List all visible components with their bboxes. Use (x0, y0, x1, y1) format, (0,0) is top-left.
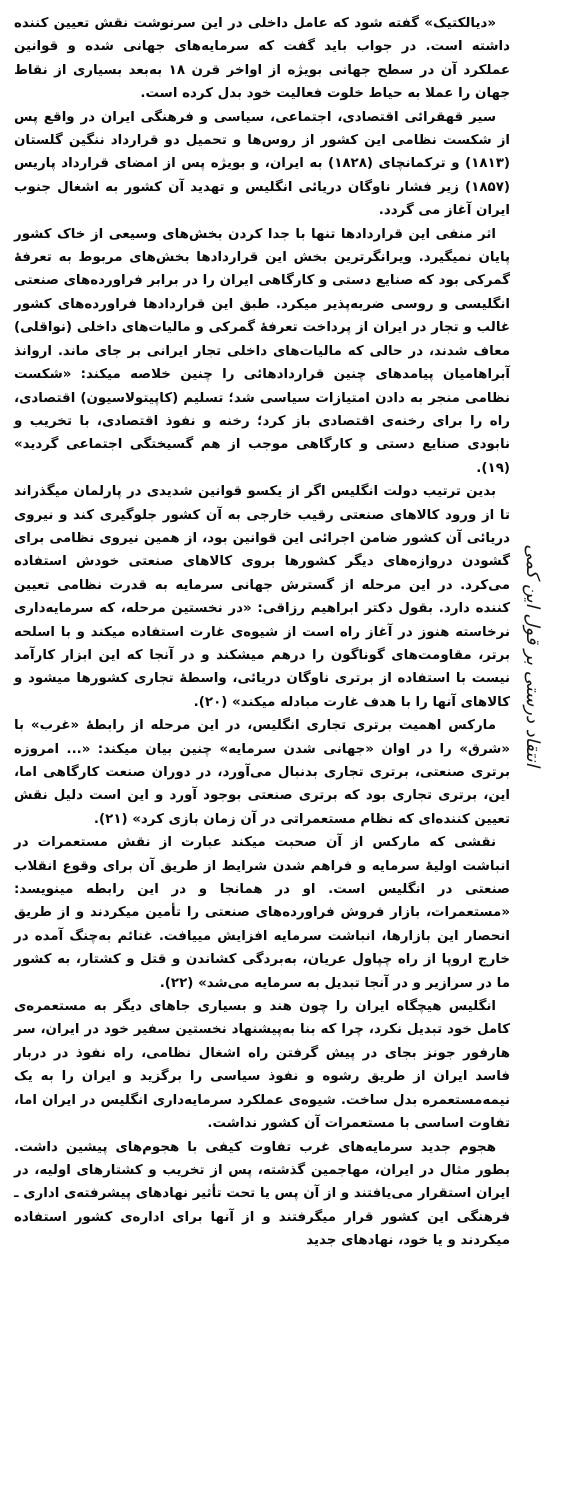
paragraph-8: هجوم جدید سرمایه‌های غرب تفاوت کیفی با هجوم‌های پیشین داشت. بطور مثال در ایران، مهاجمین گذشته، پس از تخریب و کشتارهای اولیه، در ایران استقرار می‌یافتند و از آن پس یا تحت تأثیر نهادهای پیشرفته‌ی اداری ـ فرهنگی این کشور قرار میگرفتند و از آنها برای اداره‌ی کشور استفاده میکردند و یا خود، نهادهای جدید (14, 1139, 510, 1249)
paragraph-2: سیر قهقرائی اقتصادی، اجتماعی، سیاسی و فرهنگی ایران در واقع پس از شکست نظامی این کشور از روس‌ها و تحمیل دو قرارداد ننگین گلستان (۱۸۱۳) و ترکمانچای (۱۸۲۸) به ایران، و بویژه پس از امضای قرارداد پاریس (۱۸۵۷) زیر فشار ناوگان دریائی انگلیس و تهدید آن کشور به اشغال جنوب ایران آغاز می گردد. (14, 109, 510, 219)
paragraph-7: انگلیس هیچگاه ایران را چون هند و بسیاری جاهای دیگر به مستعمره‌ی کامل خود تبدیل نکرد، چرا که بنا به‌پیشنهاد نخستین سفیر خود در ایران، سر هارفور جونز بجای در پیش گرفتن راه اشغال نظامی، راه نفوذ در دربار فاسد ایران از طریق رشوه و نفوذ سیاسی را برگزید و ایران را به یک نیمه‌مستعمره بدل ساخت. شیوه‌ی عملکرد سرمایه‌داری انگلیس در ایران اما، تفاوت اساسی با مستعمرات آن کشور نداشت. (14, 999, 510, 1132)
handwritten-margin-note (506, 543, 558, 767)
body-text-column (14, 12, 510, 1253)
paragraph-1: «دیالکتیک» گفته شود که عامل داخلی در این سرنوشت نقش تعیین کننده داشته است. در جواب باید گفت که سرمایه‌های جهانی شده و قوانین عملکرد آن در سطح جهانی بویژه از اواخر قرن ۱۸ به‌بعد بسیاری از نقاط جهان را عملا به حیاط خلوت فعالیت خود بدل کرده است. (14, 16, 510, 102)
paragraph-4: بدین ترتیب دولت انگلیس اگر از یکسو قوانین شدیدی در پارلمان میگذراند تا از ورود کالاهای صنعتی رقیب خارجی به آن کشور جلوگیری کند و نیروی دریائی آن کشور ضامن اجرائی این قوانین بود، از همین نیروی نظامی برای گشودن دروازه‌های دیگر کشورها بروی کالاهای صنعتی خودش استفاده می‌کرد. در این مرحله از گسترش جهانی سرمایه به قدرت نظامی تعیین کننده دارد. بقول دکتر ابراهیم رزاقی: «در نخستین مرحله، که سرمایه‌داری نرخاسته هنوز در آغاز راه است از شیوه‌ی غارت استفاده میکند و با اسلحه برتر، مقاومت‌های گوناگون را درهم میشکند و در آنجا که این ابزار کارآمد نیست با استفاده از برتری ناوگان دریائی، واسطهٔ تجاری کشورها میشود و کالاهای آنها را با هدف غارت مبادله میکند» (۲۰). (14, 484, 510, 710)
paragraph-6: نقشی که مارکس از آن صحبت میکند عبارت از نقش مستعمرات در انباشت اولیهٔ سرمایه و فراهم شدن شرایط از طریق آن برای وقوع انقلاب صنعتی در انگلیس است. او در همانجا و در این رابطه مینویسد: «مستعمرات، بازار فروش فراورده‌های صنعتی را تأمین میکردند و از طریق انحصار این بازارها، انباشت سرمایه افزایش مییافت. غنائم به‌چنگ آمده در خارج اروپا از راه چپاول عریان، به‌بردگی کشاندن و قتل و کشتار، به کشور ما در سرازیر و در آنجا تبدیل به سرمایه می‌شد» (۲۲). (14, 835, 510, 991)
margin-note-text: انتقاد درستی بر قول این کمی (521, 543, 543, 767)
paragraph-5: مارکس اهمیت برتری تجاری انگلیس، در این مرحله از رابطهٔ «غرب» با «شرق» را در اوان «جهانی شدن سرمایه» چنین بیان میکند: «... امروزه برتری صنعتی، برتری تجاری بدنبال می‌آورد، در دوران صنعت کارگاهی اما، این، برتری تجاری بود که برتری صنعتی بوجود آورد و این است دلیل نقش تعیین کننده‌ای که نظام مستعمراتی در آن زمان بازی کرد» (۲۱). (14, 718, 510, 827)
paragraph-3: اثر منفی این قراردادها تنها با جدا کردن بخش‌های وسیعی از خاک کشور پایان نمیگیرد. ویرانگرترین بخش این قراردادها بخش‌های مربوط به تعرفهٔ گمرکی بود که صنایع دستی و کارگاهی ایران را در برابر فراورده‌های صنعتی انگلیسی و روسی ضربه‌پذیر میکرد. طبق این قراردادها فراورده‌های کشور غالب و تجار در ایران از پرداخت تعرفهٔ گمرکی و مالیات‌های داخلی (نواقلی) معاف شدند، در حالی که مالیات‌های داخلی تجار ایرانی بر جای ماند. اروانذ آبراهامیان پیامدهای چنین قراردادهائی را چنین خلاصه میکند: «شکست نظامی منجر به دادن امتیازات سیاسی شد؛ تسلیم (کاپیتولاسیون) اقتصادی، راه را برای رخنه‌ی اقتصادی باز کرد؛ رخنه و نفوذ اقتصادی، با تخریب و نابودی صنایع دستی و کارگاهی موجب از هم گسیختگی اجتماعی گردید» (۱۹). (14, 226, 510, 476)
